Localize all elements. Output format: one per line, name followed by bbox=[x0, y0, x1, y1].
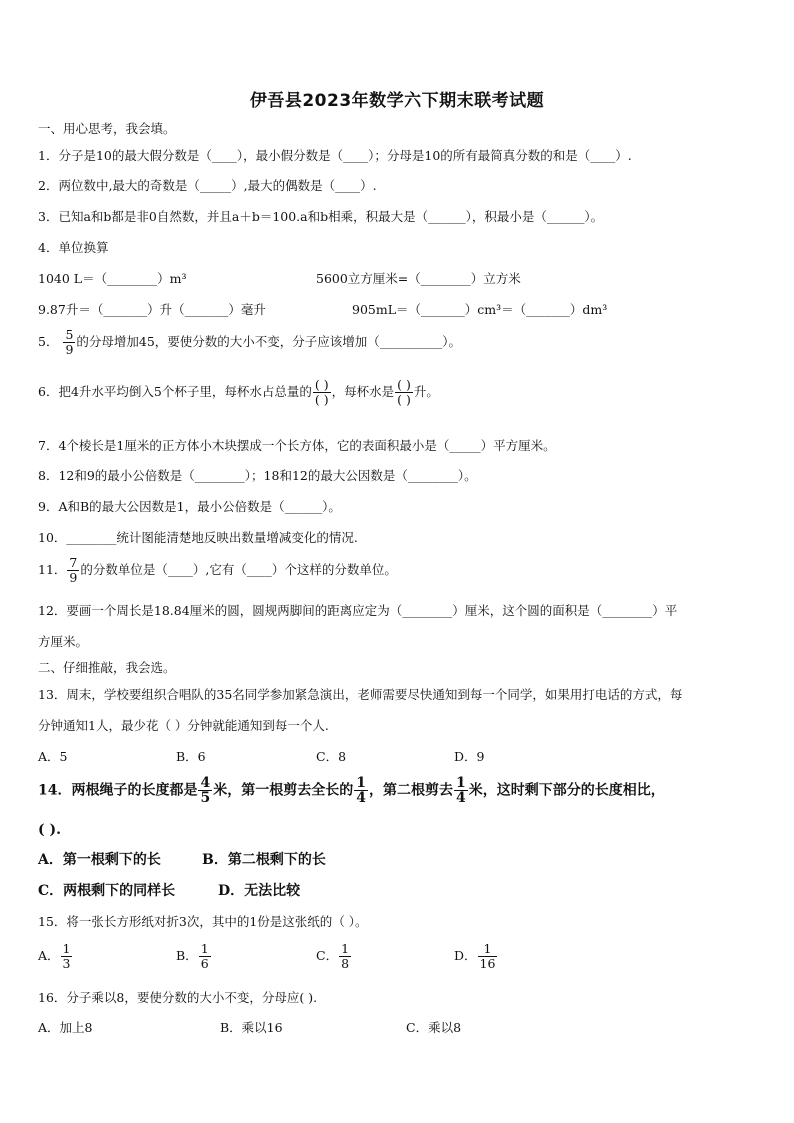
fraction-1-8 bbox=[339, 942, 351, 971]
option-label: D． bbox=[454, 948, 477, 963]
question-13-options bbox=[38, 749, 484, 765]
fraction-1-4 bbox=[454, 776, 468, 805]
question-6-text: 6．把4升水平均倒入5个杯子里，每杯水占总量的 bbox=[38, 384, 312, 399]
option-d bbox=[454, 942, 498, 971]
question-4b: 5600立方厘米=（________）立方米 bbox=[316, 271, 521, 286]
blank-fraction bbox=[313, 378, 331, 407]
fraction-1-6 bbox=[199, 942, 211, 971]
question-7: 7．4个棱长是1厘米的正方体小木块摆成一个长方体，它的表面积最小是（_____）平方厘米。 bbox=[38, 438, 556, 453]
fraction-numerator: 1 bbox=[200, 941, 209, 956]
question-4: 4．单位换算 bbox=[38, 240, 109, 255]
fraction-numerator: 1 bbox=[341, 941, 350, 956]
question-11-number: 11． bbox=[38, 562, 67, 577]
option-b: B．乘以16 bbox=[220, 1020, 283, 1035]
option-a: A．加上8 bbox=[38, 1020, 93, 1035]
option-b bbox=[176, 942, 316, 971]
question-6-end: 升。 bbox=[413, 384, 439, 399]
fraction-numerator: ( ) bbox=[314, 377, 329, 392]
fraction-numerator: ( ) bbox=[397, 377, 411, 392]
fraction-1-4 bbox=[354, 776, 368, 805]
section-heading-fill: 一、用心思考，我会填。 bbox=[38, 121, 176, 136]
fraction-numerator: 5 bbox=[65, 327, 74, 342]
page-title: 伊吾县2023年数学六下期末联考试题 bbox=[249, 91, 545, 111]
fraction-numerator: 1 bbox=[478, 942, 498, 957]
option-label: A． bbox=[38, 948, 60, 963]
question-14-bracket: ( ). bbox=[38, 822, 61, 838]
question-12-line1: 12．要画一个周长是18.84厘米的圆，圆规两脚间的距离应定为（________）厘米，这个圆的面积是（________）平 bbox=[38, 603, 678, 618]
question-4a: 1040 L＝（________）m³ bbox=[38, 271, 187, 286]
fraction-denominator: 9 bbox=[69, 570, 78, 585]
question-1: 1．分子是10的最大假分数是（____），最小假分数是（____）；分母是10的所有最简真分数的和是（____）. bbox=[38, 148, 632, 163]
option-a: A．5 bbox=[38, 749, 68, 764]
option-c: C．8 bbox=[316, 749, 347, 764]
option-c: C．两根剩下的同样长 bbox=[38, 883, 176, 899]
question-14-text: 米，第一根剪去全长的 bbox=[213, 782, 354, 799]
fraction-1-16 bbox=[478, 942, 498, 971]
question-11-text: 的分数单位是（____）,它有（____）个这样的分数单位。 bbox=[80, 562, 397, 577]
fraction-denominator: 4 bbox=[356, 790, 366, 806]
option-d: D．9 bbox=[454, 749, 485, 764]
fraction-7-9 bbox=[67, 556, 79, 585]
fraction-denominator: ( ) bbox=[397, 392, 411, 407]
question-16: 16．分子乘以8，要使分数的大小不变，分母应( ). bbox=[38, 990, 318, 1005]
question-2: 2．两位数中,最大的奇数是（_____）,最大的偶数是（____）. bbox=[38, 178, 377, 193]
question-16-options bbox=[38, 1020, 461, 1036]
fraction-denominator: 6 bbox=[200, 956, 209, 971]
question-14-options-row1 bbox=[38, 852, 326, 868]
fraction-denominator: 8 bbox=[341, 956, 350, 971]
option-b: B．第二根剩下的长 bbox=[202, 852, 326, 868]
question-5-number: 5． bbox=[38, 334, 59, 349]
question-13-line1: 13．周末，学校要组织合唱队的35名同学参加紧急演出，老师需要尽快通知到每一个同学，如果用打电话的方式，每 bbox=[38, 687, 683, 702]
question-14-text: 米，这时剩下部分的长度相比， bbox=[468, 782, 665, 799]
fraction-numerator: 1 bbox=[62, 941, 71, 956]
fraction-numerator: 1 bbox=[356, 775, 366, 791]
blank-fraction bbox=[395, 378, 413, 407]
question-14-text: ，第二根剪去 bbox=[368, 782, 453, 799]
question-6-mid: ，每杯水是 bbox=[331, 384, 395, 399]
option-b: B．6 bbox=[176, 749, 206, 764]
fraction-4-5 bbox=[198, 776, 212, 805]
fraction-denominator: 9 bbox=[65, 342, 74, 357]
question-5 bbox=[38, 328, 461, 357]
question-9: 9．A和B的最大公因数是1，最小公倍数是（______）。 bbox=[38, 499, 341, 514]
question-10: 10．________统计图能清楚地反映出数量增减变化的情况. bbox=[38, 530, 358, 545]
question-4d: 905mL＝（_______）cm³＝（_______）dm³ bbox=[352, 302, 608, 317]
option-d: D．无法比较 bbox=[218, 883, 301, 899]
question-3: 3．已知a和b都是非0自然数，并且a＋b＝100.a和b相乘，积最大是（______），积最小是（______）。 bbox=[38, 209, 604, 224]
option-label: B． bbox=[176, 948, 198, 963]
option-c: C．乘以8 bbox=[406, 1020, 462, 1035]
fraction-numerator: 1 bbox=[455, 775, 466, 791]
fraction-denominator: ( ) bbox=[314, 392, 329, 407]
question-15: 15．将一张长方形纸对折3次，其中的1份是这张纸的（ ）。 bbox=[38, 914, 368, 929]
question-14-options-row2 bbox=[38, 883, 300, 899]
question-6 bbox=[38, 378, 439, 407]
fraction-denominator: 16 bbox=[479, 956, 496, 971]
question-5-text: 的分母增加45，要使分数的大小不变，分子应该增加（__________）。 bbox=[76, 334, 462, 349]
question-11 bbox=[38, 556, 397, 585]
fraction-numerator: 7 bbox=[69, 555, 78, 570]
option-c bbox=[316, 942, 454, 971]
fraction-5-9 bbox=[63, 328, 75, 357]
fraction-numerator: 4 bbox=[200, 775, 211, 791]
question-13-line2: 分钟通知1人，最少花（ ）分钟就能通知到每一个人. bbox=[38, 718, 329, 733]
fraction-denominator: 3 bbox=[62, 956, 71, 971]
question-4c: 9.87升＝（_______）升（_______）毫升 bbox=[38, 302, 266, 317]
fraction-1-3 bbox=[61, 942, 73, 971]
fraction-denominator: 5 bbox=[200, 790, 211, 806]
question-14 bbox=[38, 776, 665, 805]
option-a bbox=[38, 942, 176, 971]
question-12-line2: 方厘米。 bbox=[38, 634, 89, 649]
question-8: 8．12和9的最小公倍数是（________）；18和12的最大公因数是（________）。 bbox=[38, 468, 477, 483]
section-heading-choose: 二、仔细推敲，我会选。 bbox=[38, 660, 176, 675]
question-14-text: 14．两根绳子的长度都是 bbox=[38, 782, 198, 799]
option-a: A．第一根剩下的长 bbox=[38, 852, 161, 868]
fraction-denominator: 4 bbox=[455, 790, 466, 806]
option-label: C． bbox=[316, 948, 339, 963]
question-15-options bbox=[38, 942, 498, 971]
